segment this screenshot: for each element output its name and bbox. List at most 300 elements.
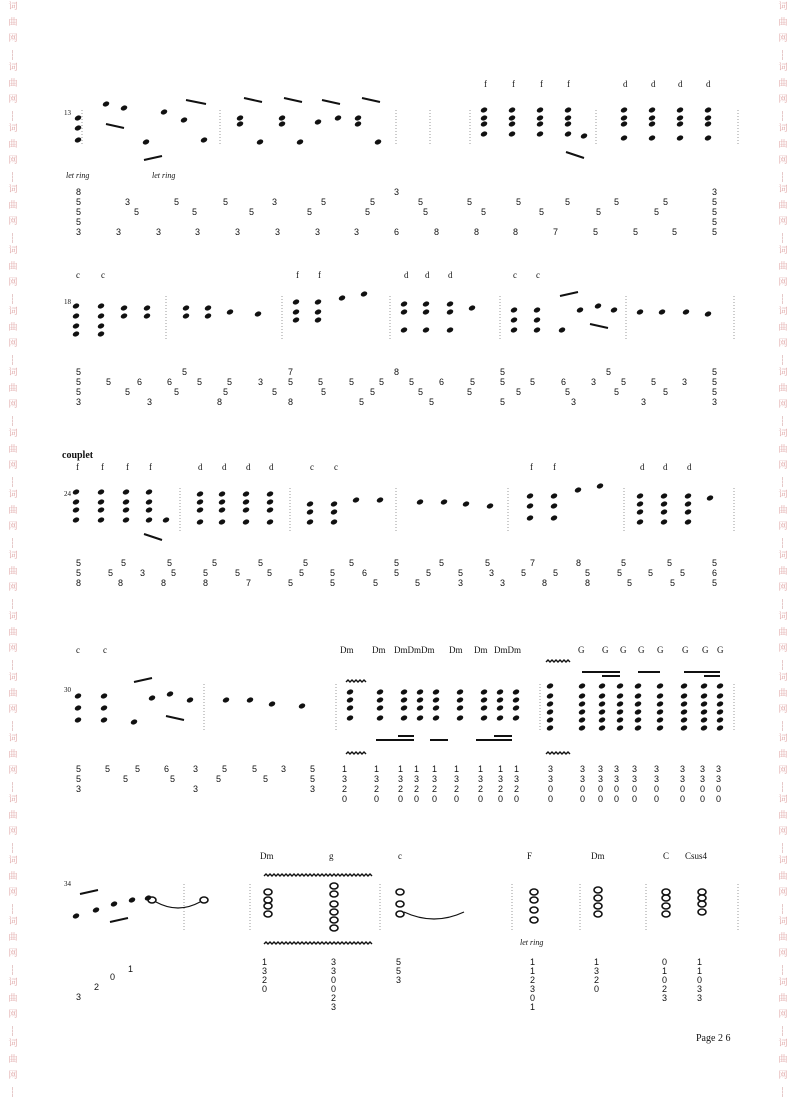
watermark-glyph: 词: [8, 185, 18, 195]
tab-number: 0: [398, 794, 404, 804]
tab-number: 5: [539, 207, 545, 217]
notehead: [376, 496, 384, 503]
tab-number: 5: [330, 578, 336, 588]
chord-symbol: c: [103, 645, 107, 655]
tab-number: 0: [632, 784, 638, 794]
watermark-glyph: 曲: [778, 628, 788, 638]
tab-number: 3: [310, 784, 316, 794]
watermark-glyph: 网: [778, 827, 788, 837]
tab-number: 1: [398, 764, 404, 774]
tab-number: 3: [598, 774, 604, 784]
notehead: [510, 326, 518, 333]
tab-number: 5: [167, 558, 173, 568]
watermark-glyph: 曲: [778, 689, 788, 699]
tab-number: 8: [394, 367, 400, 377]
notehead: [700, 700, 708, 707]
notehead: [145, 506, 153, 513]
tab-number: 5: [396, 957, 402, 967]
tab-number: 5: [617, 568, 623, 578]
notehead: [122, 516, 130, 523]
chord-symbol: d: [246, 462, 251, 472]
watermark-glyph: 曲: [778, 811, 788, 821]
tab-number: 5: [108, 568, 114, 578]
notehead: [580, 132, 588, 139]
tab-number: 5: [500, 377, 506, 387]
beam: [362, 98, 380, 102]
tab-number: 3: [580, 774, 586, 784]
notehead: [680, 700, 688, 707]
tab-number: 0: [580, 784, 586, 794]
tab-number: 5: [614, 387, 620, 397]
let-ring-label: let ring: [520, 938, 544, 947]
notehead: [480, 106, 488, 113]
notehead: [462, 500, 470, 507]
tab-number: 6: [164, 764, 170, 774]
tie: [404, 912, 464, 919]
chord-symbol: c: [398, 851, 402, 861]
notehead: [200, 136, 208, 143]
notehead: [306, 508, 314, 515]
notehead: [480, 696, 488, 703]
notehead: [166, 690, 174, 697]
tab-number: 0: [680, 794, 686, 804]
tab-number: 3: [680, 764, 686, 774]
notehead: [400, 300, 408, 307]
notehead: [598, 700, 606, 707]
watermark-glyph: 曲: [778, 933, 788, 943]
watermark-glyph: 词: [8, 734, 18, 744]
whole-note: [698, 909, 706, 915]
notehead: [616, 700, 624, 707]
notehead: [620, 114, 628, 121]
tab-number: 0: [262, 984, 268, 994]
chord-symbol: d: [198, 462, 203, 472]
tab-number: 3: [580, 764, 586, 774]
tab-number: 7: [288, 367, 294, 377]
tab-number: 0: [414, 794, 420, 804]
tab-number: 3: [258, 377, 264, 387]
tab-number: 5: [223, 197, 229, 207]
beam: [144, 534, 162, 540]
notehead: [440, 498, 448, 505]
chord-symbol: d: [222, 462, 227, 472]
notehead: [400, 326, 408, 333]
notehead: [145, 498, 153, 505]
notehead: [510, 306, 518, 313]
tab-number: 5: [418, 197, 424, 207]
notehead: [422, 300, 430, 307]
notehead: [100, 716, 108, 723]
notehead: [636, 308, 644, 315]
watermark-glyph: 网: [778, 34, 788, 44]
notehead: [268, 700, 276, 707]
tab-number: 0: [432, 794, 438, 804]
watermark-glyph: 曲: [778, 872, 788, 882]
watermark-glyph: 网: [8, 888, 18, 898]
tab-number: 5: [648, 568, 654, 578]
tab-number: 2: [331, 993, 337, 1003]
notehead: [480, 120, 488, 127]
tab-number: 0: [697, 975, 703, 985]
notehead: [660, 518, 668, 525]
tab-number: 3: [262, 966, 268, 976]
tab-number: 0: [110, 972, 116, 982]
watermark-glyph: 曲: [778, 201, 788, 211]
whole-note: [662, 889, 670, 895]
tab-number: 3: [396, 975, 402, 985]
notehead: [292, 316, 300, 323]
chord-symbol: c: [76, 270, 80, 280]
notehead: [354, 114, 362, 121]
watermark-glyph: 曲: [8, 1055, 18, 1065]
tab-number: 2: [530, 975, 536, 985]
tab-number: 5: [106, 377, 112, 387]
watermark-glyph: 曲: [778, 445, 788, 455]
measure-number: 18: [64, 298, 71, 306]
tab-number: 5: [235, 568, 241, 578]
chord-symbol: f: [101, 462, 104, 472]
tab-number: 5: [123, 774, 129, 784]
watermark-glyph: 网: [778, 400, 788, 410]
tab-number: 2: [514, 784, 520, 794]
notehead: [218, 506, 226, 513]
watermark-glyph: 词: [778, 856, 788, 866]
notehead: [97, 506, 105, 513]
tab-number: 5: [467, 387, 473, 397]
tab-number: 5: [321, 387, 327, 397]
notehead: [72, 488, 80, 495]
notehead: [72, 322, 80, 329]
whole-note: [264, 889, 272, 895]
whole-note: [594, 903, 602, 909]
tab-number: 5: [712, 558, 718, 568]
notehead: [546, 716, 554, 723]
tab-number: 5: [76, 568, 82, 578]
chord-symbol: d: [623, 79, 628, 89]
notehead: [256, 138, 264, 145]
tab-number: 3: [398, 774, 404, 784]
notehead: [182, 312, 190, 319]
notehead: [360, 290, 368, 297]
tab-number: 0: [662, 957, 668, 967]
tab-number: 3: [700, 774, 706, 784]
notehead: [620, 120, 628, 127]
notehead: [508, 114, 516, 121]
notehead: [704, 134, 712, 141]
chord-symbol: G: [702, 645, 709, 655]
tab-number: 2: [454, 784, 460, 794]
tab-number: 3: [374, 774, 380, 784]
chord-symbol: d: [404, 270, 409, 280]
notehead: [266, 506, 274, 513]
watermark-glyph: 曲: [8, 384, 18, 394]
notehead: [598, 716, 606, 723]
notehead: [704, 114, 712, 121]
notehead: [680, 692, 688, 699]
notehead: [416, 704, 424, 711]
notehead: [704, 106, 712, 113]
whole-note: [594, 887, 602, 893]
tab-number: 5: [373, 578, 379, 588]
whole-note: [698, 895, 706, 901]
notehead: [162, 516, 170, 523]
tab-number: 0: [700, 794, 706, 804]
tab-number: 5: [125, 387, 131, 397]
notehead: [416, 696, 424, 703]
tab-number: 5: [310, 764, 316, 774]
watermark-glyph: 网: [778, 583, 788, 593]
watermark-glyph: 曲: [8, 994, 18, 1004]
notehead: [400, 704, 408, 711]
notehead: [74, 692, 82, 699]
notehead: [236, 114, 244, 121]
watermark-glyph: 词: [8, 490, 18, 500]
measure-number: 30: [64, 686, 71, 694]
tab-number: 5: [672, 227, 678, 237]
tab-number: 5: [530, 377, 536, 387]
whole-note: [330, 901, 338, 907]
notehead: [536, 130, 544, 137]
tab-number: 0: [331, 975, 337, 985]
tab-number: 3: [76, 397, 82, 407]
notehead: [222, 696, 230, 703]
notehead: [512, 714, 520, 721]
whole-note: [396, 901, 404, 907]
tab-number: 0: [716, 784, 722, 794]
notehead: [616, 724, 624, 731]
tab-number: 5: [521, 568, 527, 578]
tab-number: 3: [530, 984, 536, 994]
chord-symbol: Dm: [340, 645, 354, 655]
watermark-glyph: 网: [8, 827, 18, 837]
notehead: [74, 124, 82, 131]
notehead: [196, 498, 204, 505]
chord-symbol: d: [687, 462, 692, 472]
notehead: [480, 714, 488, 721]
notehead: [376, 714, 384, 721]
notehead: [546, 724, 554, 731]
tab-number: 5: [249, 207, 255, 217]
tab-number: 3: [458, 578, 464, 588]
tab-number: 5: [76, 774, 82, 784]
tab-number: 2: [94, 982, 100, 992]
chord-symbol: G: [717, 645, 724, 655]
tab-number: 5: [252, 764, 258, 774]
tab-number: 0: [614, 784, 620, 794]
chord-symbol: f: [512, 79, 515, 89]
notehead: [278, 120, 286, 127]
notehead: [526, 502, 534, 509]
notehead: [468, 304, 476, 311]
notehead: [218, 498, 226, 505]
tab-number: 3: [275, 227, 281, 237]
notehead: [634, 700, 642, 707]
tab-number: 0: [548, 794, 554, 804]
tab-number: 5: [429, 397, 435, 407]
notehead: [145, 488, 153, 495]
watermark-glyph: 网: [8, 766, 18, 776]
watermark-glyph: 网: [778, 156, 788, 166]
watermark-glyph: 词: [778, 124, 788, 134]
notehead: [314, 118, 322, 125]
arpeggio-mark: [546, 752, 570, 754]
tab-number: 3: [712, 187, 718, 197]
watermark-glyph: 网: [8, 644, 18, 654]
watermark-glyph: 网: [8, 217, 18, 227]
watermark-glyph: 曲: [8, 811, 18, 821]
tab-number: 5: [606, 367, 612, 377]
tab-number: 5: [76, 197, 82, 207]
measure-number: 24: [64, 490, 71, 498]
tab-number: 3: [641, 397, 647, 407]
tab-number: 3: [76, 992, 82, 1002]
arpeggio-mark: [346, 680, 366, 682]
watermark-glyph: 词: [8, 368, 18, 378]
notehead: [496, 714, 504, 721]
watermark-glyph: 网: [778, 888, 788, 898]
chord-symbol: c: [101, 270, 105, 280]
tab-number: 1: [262, 957, 268, 967]
notehead: [122, 498, 130, 505]
notehead: [306, 518, 314, 525]
notehead: [676, 120, 684, 127]
watermark-glyph: 网: [8, 339, 18, 349]
beam: [166, 716, 184, 720]
notehead: [97, 488, 105, 495]
notehead: [72, 330, 80, 337]
watermark-glyph: 词: [778, 1039, 788, 1049]
tab-number: 3: [116, 227, 122, 237]
chord-symbol: d: [706, 79, 711, 89]
tab-number: 5: [470, 377, 476, 387]
notehead: [598, 692, 606, 699]
chord-symbol: c: [513, 270, 517, 280]
whole-note: [662, 911, 670, 917]
beam: [144, 156, 162, 160]
tab-number: 5: [565, 197, 571, 207]
tab-number: 3: [632, 774, 638, 784]
chord-symbol: f: [318, 270, 321, 280]
measure-number: 13: [64, 109, 71, 117]
whole-note: [698, 889, 706, 895]
watermark-glyph: 词: [778, 2, 788, 12]
tab-number: 5: [216, 774, 222, 784]
measure-number: 34: [64, 880, 71, 888]
watermark-glyph: 词: [8, 795, 18, 805]
notehead: [512, 704, 520, 711]
tab-number: 5: [663, 197, 669, 207]
tab-number: 3: [697, 993, 703, 1003]
notehead: [120, 304, 128, 311]
notehead: [496, 704, 504, 711]
whole-note: [264, 911, 272, 917]
notehead: [578, 692, 586, 699]
notehead: [432, 688, 440, 695]
notehead: [456, 714, 464, 721]
section-label: couplet: [62, 450, 94, 461]
tab-number: 5: [349, 377, 355, 387]
notehead: [684, 508, 692, 515]
tab-number: 5: [76, 387, 82, 397]
tab-number: 5: [170, 774, 176, 784]
tab-number: 5: [394, 568, 400, 578]
notehead: [226, 308, 234, 315]
notehead: [92, 906, 100, 913]
notehead: [72, 498, 80, 505]
notehead: [130, 718, 138, 725]
notehead: [374, 138, 382, 145]
tab-number: 5: [288, 578, 294, 588]
notehead: [456, 688, 464, 695]
notehead: [182, 304, 190, 311]
notehead: [242, 490, 250, 497]
tab-number: 5: [712, 197, 718, 207]
watermark-glyph: 词: [778, 63, 788, 73]
chord-symbol: f: [76, 462, 79, 472]
notehead: [660, 492, 668, 499]
notehead: [72, 312, 80, 319]
notehead: [716, 724, 724, 731]
tab-number: 5: [321, 197, 327, 207]
notehead: [204, 304, 212, 311]
notehead: [196, 518, 204, 525]
notehead: [110, 900, 118, 907]
tab-number: 5: [394, 558, 400, 568]
tab-number: 1: [530, 1002, 536, 1012]
tab-number: 5: [663, 387, 669, 397]
watermark-glyph: 曲: [8, 750, 18, 760]
tab-number: 2: [432, 784, 438, 794]
notehead: [102, 100, 110, 107]
tab-number: 0: [454, 794, 460, 804]
notehead: [354, 120, 362, 127]
beam: [186, 100, 206, 104]
notehead: [564, 120, 572, 127]
whole-note: [396, 911, 404, 917]
tab-number: 3: [571, 397, 577, 407]
notehead: [636, 518, 644, 525]
tab-number: 8: [118, 578, 124, 588]
tab-number: 5: [365, 207, 371, 217]
chord-symbol: f: [484, 79, 487, 89]
tab-number: 3: [432, 774, 438, 784]
tab-number: 5: [500, 367, 506, 377]
notehead: [480, 130, 488, 137]
tab-number: 8: [76, 187, 82, 197]
notehead: [72, 516, 80, 523]
tab-number: 8: [434, 227, 440, 237]
watermark-glyph: 词: [8, 1039, 18, 1049]
tab-number: 8: [474, 227, 480, 237]
notehead: [706, 494, 714, 501]
notehead: [376, 688, 384, 695]
chord-symbol: C: [663, 851, 670, 861]
notehead: [598, 708, 606, 715]
tab-number: 3: [478, 774, 484, 784]
notehead: [526, 492, 534, 499]
notehead: [486, 502, 494, 509]
tab-number: 3: [414, 774, 420, 784]
chord-symbol: f: [530, 462, 533, 472]
notehead: [218, 490, 226, 497]
notehead: [578, 708, 586, 715]
notehead: [346, 688, 354, 695]
watermark-glyph: 网: [8, 400, 18, 410]
notehead: [716, 692, 724, 699]
watermark-glyph: 词: [778, 551, 788, 561]
tab-number: 2: [498, 784, 504, 794]
notehead: [376, 704, 384, 711]
